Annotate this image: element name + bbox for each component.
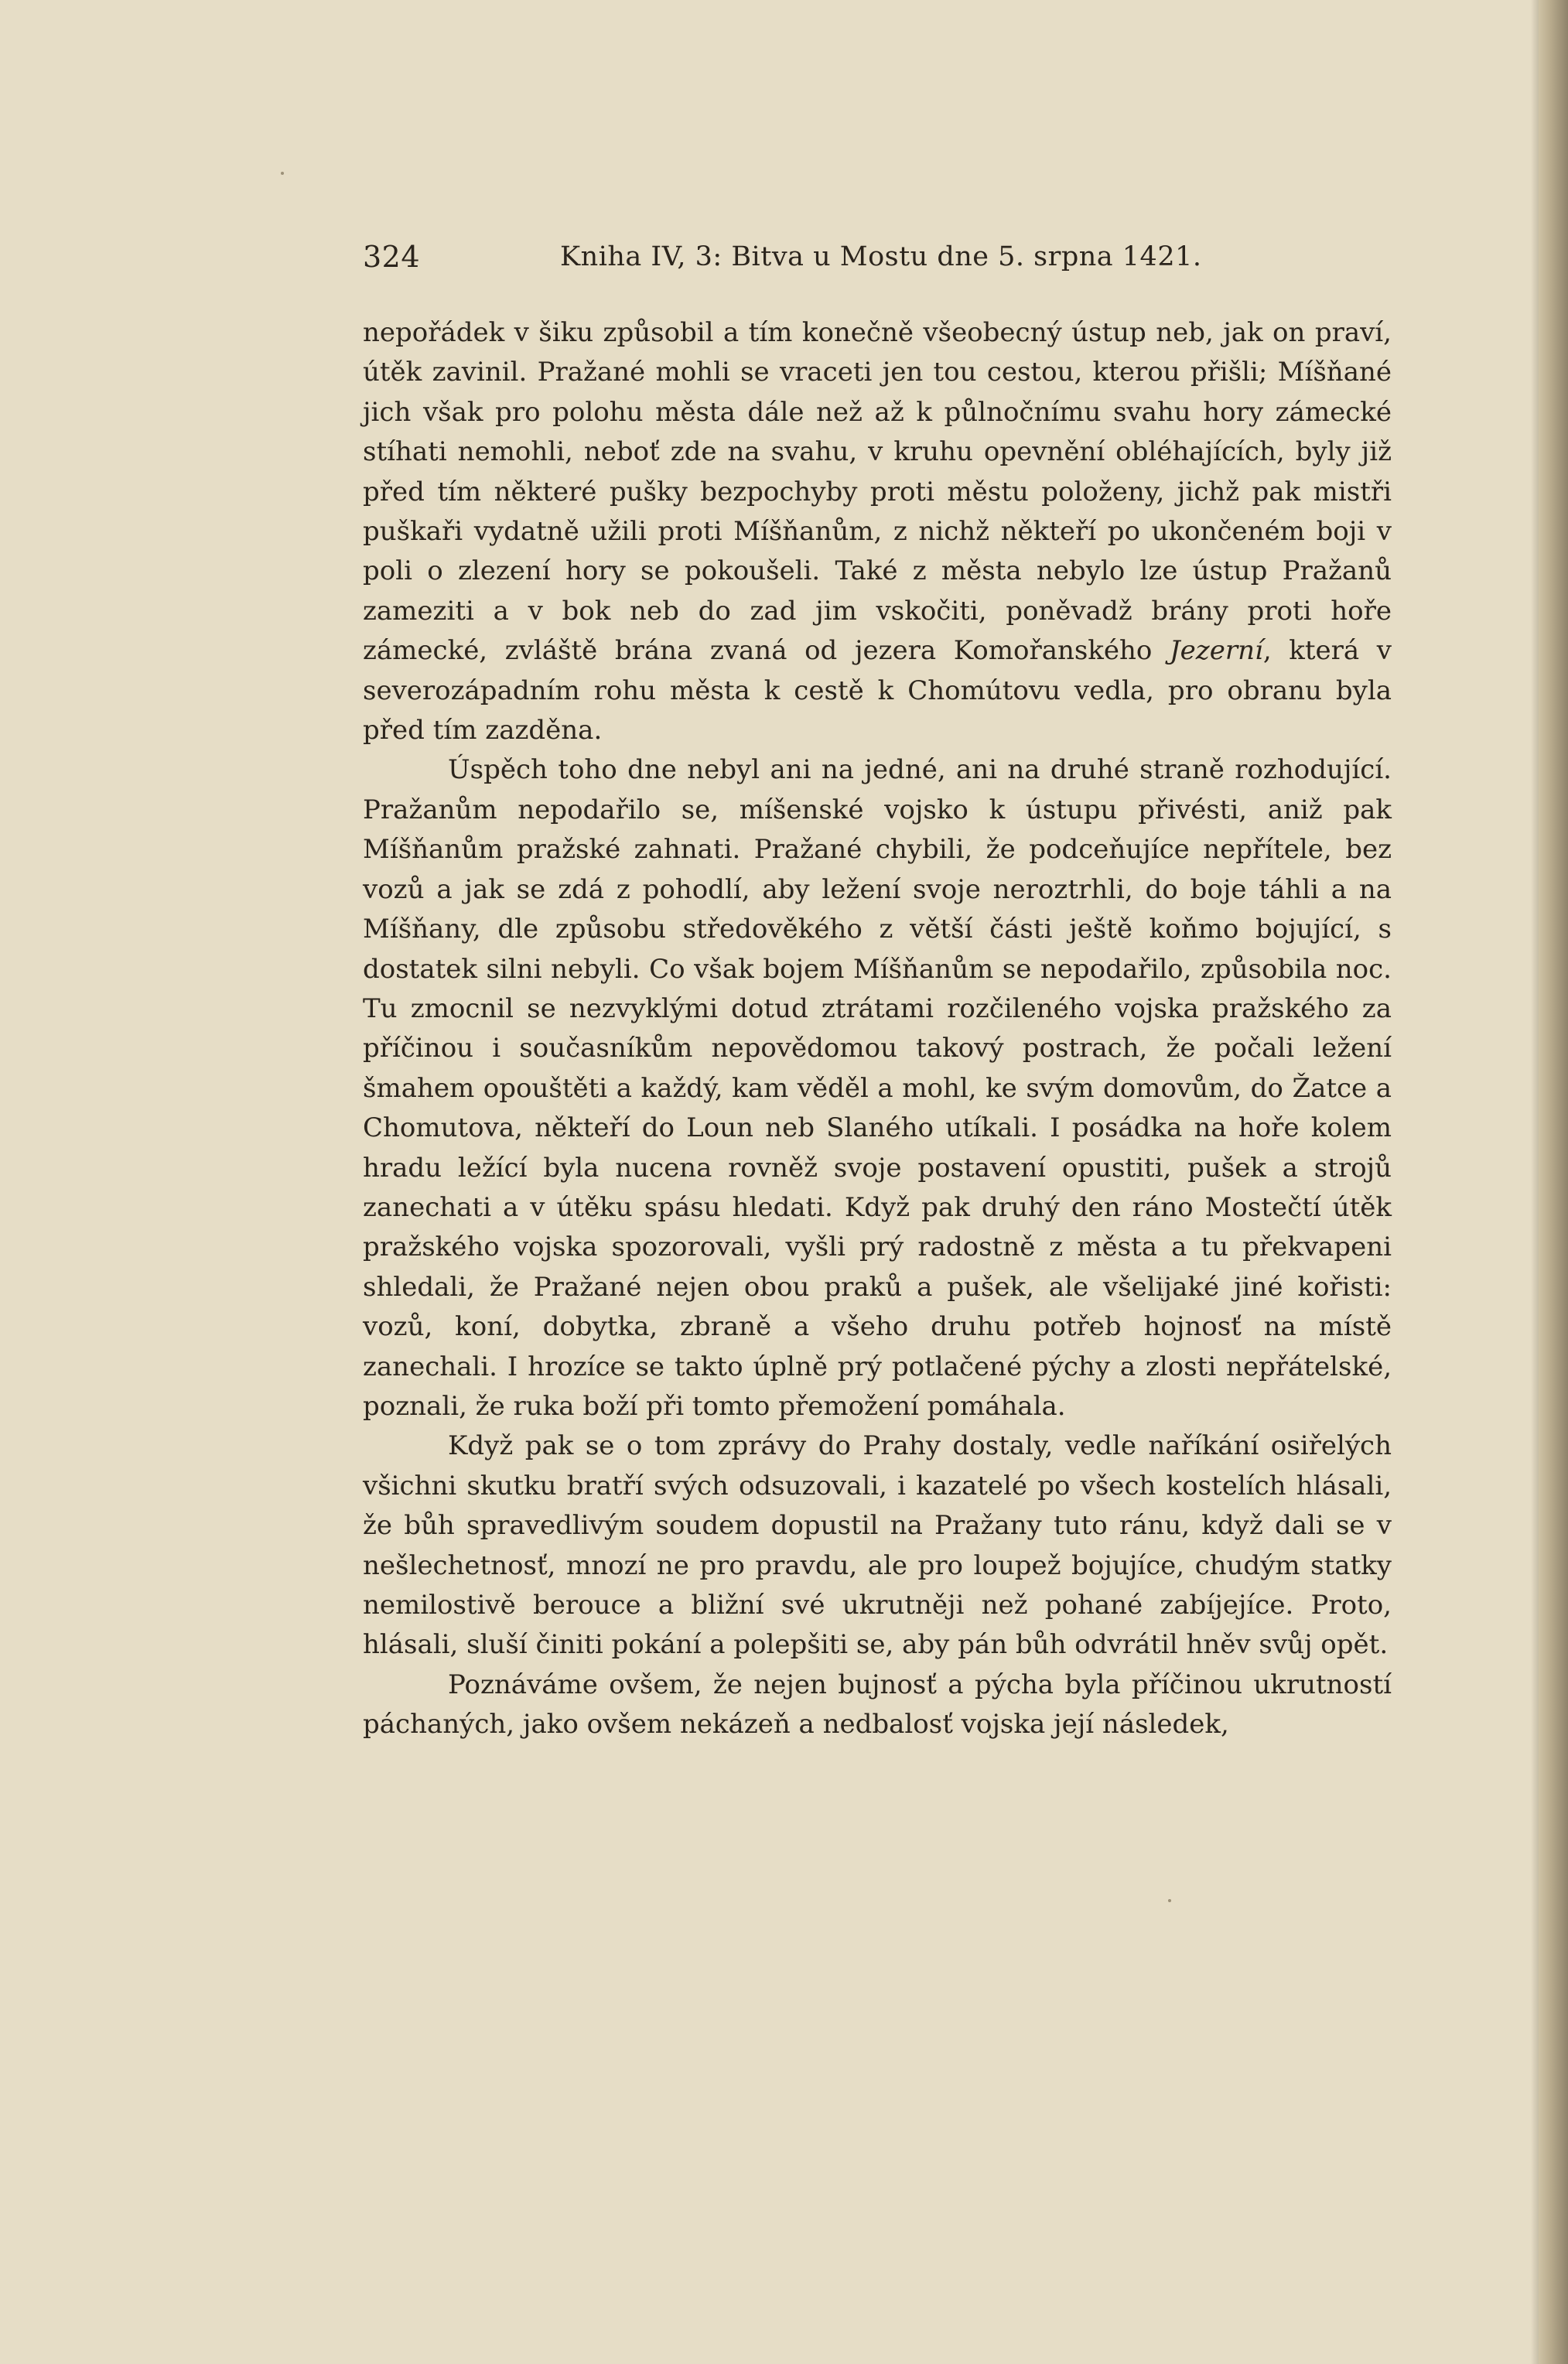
running-head: Kniha IV, 3: Bitva u Mostu dne 5. srpna 1421.: [560, 241, 1202, 272]
paragraph-3: Když pak se o tom zprávy do Prahy dostaly, vedle naříkání osiřelých všichni skutku bratří svých odsuzovali, i kazatelé po všech kostelích hlásali, že bůh spravedlivým soudem dopustil na Pražany tuto ránu, když dali se v nešlechetnosť, mnozí ne pro pravdu, ale pro loupež bojujíce, chudým statky nemilostivě berouce a bližní své ukrutněji než pohané zabíjejíce. Proto, hlásali, sluší činiti pokání a polepšiti se, aby pán bůh odvrátil hněv svůj opět.: [363, 1430, 1392, 1661]
paragraph-1-end: , která v severozápadním rohu města k cestě k Chomútovu vedla, pro obranu byla před tím zazděna.: [363, 635, 1392, 746]
paragraph-1-text: nepořádek v šiku způsobil a tím konečně všeobecný ústup neb, jak on praví, útěk zavinil. Pražané mohli se vraceti jen tou cestou, kterou přišli; Míšňané jich však pro polohu města dále než až k půlnočnímu svahu hory zámecké stíhati nemohli, neboť zde na svahu, v kruhu opevnění obléhajících, byly již před tím některé pušky bezpochyby proti městu položeny, jichž pak mistři puškaři vydatně užili proti Míšňanům, z nichž někteří po ukončeném boji v poli o zlezení hory se pokoušeli. Také z města nebylo lze ústup Pražanů zameziti a v bok neb do zad jim vskočiti, poněvadž brány proti hoře zámecké, zvláště brána zvaná od jezera Komořanského: [363, 317, 1392, 667]
page-gutter-shadow: [1531, 0, 1539, 2364]
page-number: 324: [363, 240, 421, 274]
paragraph-2: Úspěch toho dne nebyl ani na jedné, ani na druhé straně rozhodující. Pražanům nepodařilo se, míšenské vojsko k ústupu přivésti, aniž pak Míšňanům pražské zahnati. Pražané chybili, že podceňujíce nepřítele, bez vozů a jak se zdá z pohodlí, aby ležení svoje neroztrhli, do boje táhli a na Míšňany, dle způsobu středověkého z větší části ještě koňmo bojující, s dostatek silni nebyli. Co však bojem Míšňanům se nepodařilo, způsobila noc. Tu zmocnil se nezvyklými dotud ztrátami rozčileného vojska pražského za příčinou i současníkům nepovědomou takový postrach, že počali ležení šmahem opouštěti a každý, kam věděl a mohl, ke svým domovům, do Žatce a Chomutova, někteří do Loun neb Slaného utíkali. I posádka na hoře kolem hradu ležící byla nucena rovněž svoje postavení opustiti, pušek a strojů zanechati a v útěku spásu hledati. Když pak druhý den ráno Mostečtí útěk pražského vojska spozorovali, vyšli prý radostně z města a tu překvapeni shledali, že Pražané nejen obou praků a pušek, ale všelijaké jiné kořisti: vozů, koní, dobytka, zbraně a všeho druhu potřeb hojnosť na místě zanechali. I hrozíce se takto úplně prý potlačené pýchy a zlosti nepřátelské, poznali, že ruka boží při tomto přemožení pomáhala.: [363, 754, 1392, 1422]
page-header: [363, 237, 1415, 276]
paragraph-4: Poznáváme ovšem, že nejen bujnosť a pýcha byla příčinou ukrutností páchaných, jako ovšem nekázeň a nedbalosť vojska její následek,: [363, 1669, 1392, 1741]
paper-speck: [281, 172, 284, 175]
body-text: [363, 313, 1392, 1745]
paragraph-1: [363, 313, 1392, 750]
paper-speck: [1168, 1899, 1171, 1902]
italic-term-jezerni: Jezerní: [1170, 635, 1263, 667]
page-edge: [1539, 0, 1568, 2364]
